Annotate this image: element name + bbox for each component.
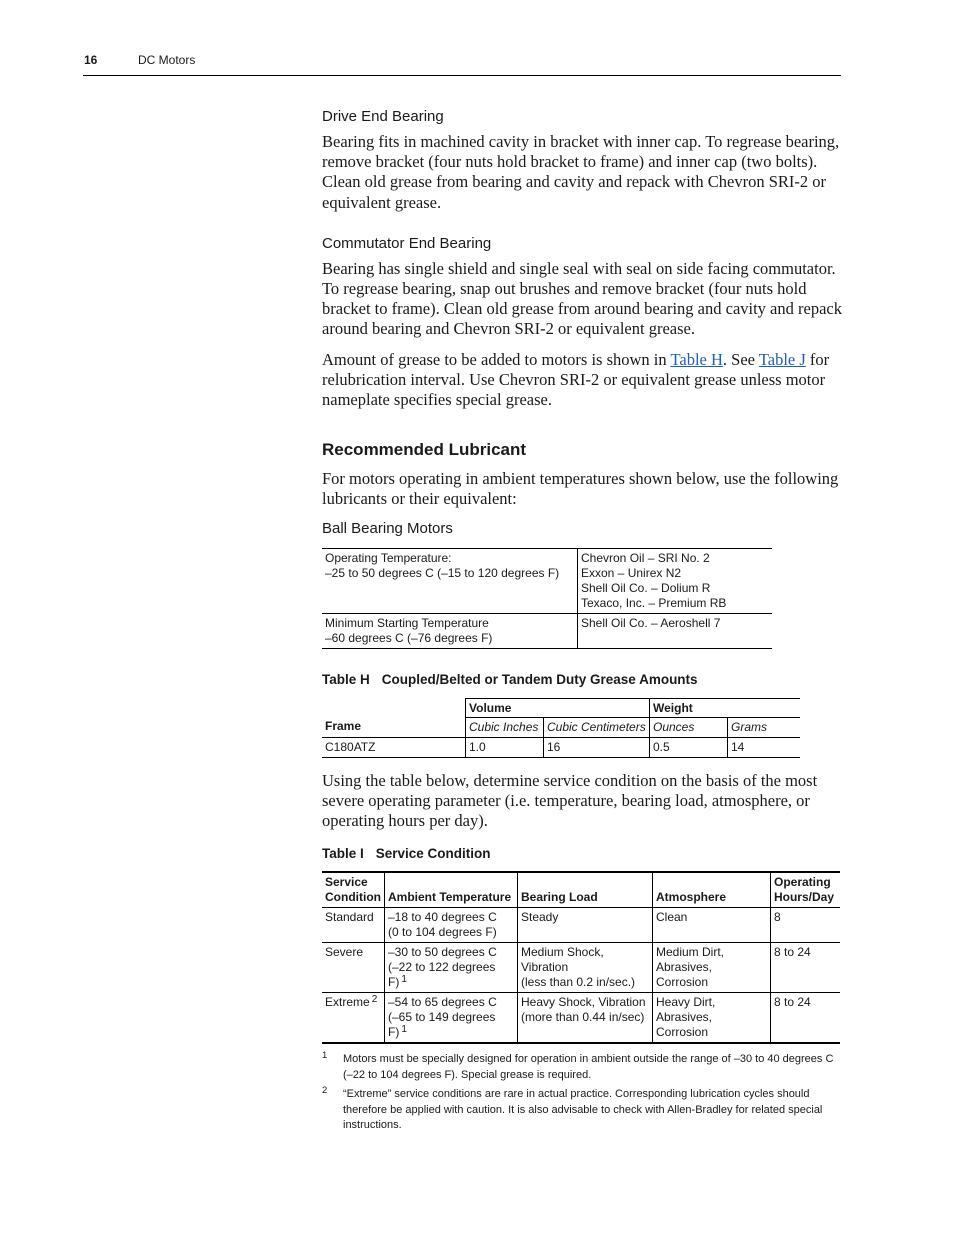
table-j-link[interactable]: Table J <box>758 349 806 369</box>
table-cell: 8 to 24 <box>770 993 840 1044</box>
atmosphere-header: Atmosphere <box>652 872 770 908</box>
header-line: Operating <box>773 875 831 890</box>
footnotes <box>322 1052 842 1134</box>
lubricant-intro: For motors operating in ambient temperatures shown below, use the following lubricants or their equivalent: <box>322 469 839 509</box>
condition-text: Extreme <box>325 995 370 1010</box>
table-cell <box>384 993 517 1044</box>
table-h-caption <box>322 672 842 687</box>
footnote-text: “Extreme” service conditions are rare in actual practice. Corresponding lubrication cycles should therefore be applied with caution. It is also advisable to check with Allen-Bradley for related special instructions. <box>343 1088 823 1132</box>
unit-header: Grams <box>728 717 801 737</box>
recommended-lubricant-heading: Recommended Lubricant <box>322 440 527 460</box>
volume-header: Volume <box>466 698 650 717</box>
table-row <box>322 908 840 943</box>
table-cell: 8 to 24 <box>770 943 840 993</box>
table-cell: 1.0 <box>466 737 544 757</box>
grease-text-2: . See <box>722 349 759 369</box>
table-cell: 0.5 <box>650 737 728 757</box>
cell-line: Medium Shock, Vibration <box>520 945 604 975</box>
cell-line: –60 degrees C (–76 degrees F) <box>325 630 493 645</box>
table-h-title: Coupled/Belted or Tandem Duty Grease Amounts <box>381 671 698 687</box>
table-cell <box>652 993 770 1044</box>
footnote-ref: 1 <box>401 974 407 986</box>
footnote <box>322 1052 842 1083</box>
table-cell: C180ATZ <box>322 737 466 757</box>
table-cell <box>517 943 652 993</box>
cell-line: Exxon – Unirex N2 <box>581 565 682 580</box>
grease-text-3: for relubrication interval. Use Chevron SRI-2 or equivalent grease unless motor nameplate specifies special grease. <box>322 349 830 410</box>
cell-line: (–65 to 149 degrees F) <box>387 1010 496 1040</box>
footnote-ref: 1 <box>401 1024 407 1036</box>
cell-line: (less than 0.2 in/sec.) <box>520 975 636 990</box>
table-cell <box>578 613 773 648</box>
header-line: Service <box>325 875 368 890</box>
table-cell <box>517 908 652 943</box>
ball-bearing-heading: Ball Bearing Motors <box>322 519 453 537</box>
footnote-text: Motors must be specially designed for operation in ambient outside the range of –30 to 40 degrees C (–22 to 104 degrees F). Special grease is required. <box>343 1053 834 1081</box>
table-h-label: Table H <box>322 671 370 687</box>
frame-header-spacer <box>322 698 466 717</box>
table-cell <box>517 993 652 1044</box>
grease-amount-paragraph <box>322 350 842 411</box>
table-cell <box>578 548 773 613</box>
footnote-ref: 2 <box>371 994 378 1006</box>
table-cell: 14 <box>728 737 801 757</box>
hours-header <box>770 872 840 908</box>
lubricant-table <box>322 548 772 649</box>
condition-text: Severe <box>325 945 364 960</box>
condition-header <box>322 872 384 908</box>
load-header: Bearing Load <box>517 872 652 908</box>
cell-line: Shell Oil Co. – Aeroshell 7 <box>581 615 721 630</box>
table-cell <box>384 943 517 993</box>
table-cell <box>322 548 578 613</box>
drive-end-heading: Drive End Bearing <box>322 108 444 125</box>
table-cell: 16 <box>544 737 650 757</box>
main-content <box>322 108 842 1138</box>
header-line: Hours/Day <box>773 890 835 905</box>
table-row <box>322 613 772 648</box>
footnote <box>322 1087 842 1134</box>
unit-header: Cubic Inches <box>466 717 544 737</box>
table-cell <box>322 993 384 1044</box>
drive-end-paragraph: Bearing fits in machined cavity in bracket with inner cap. To regrease bearing, remove bracket (four nuts hold bracket to frame) and inner cap (two bolts). Clean old grease from bearing and cavity and repack with Chevron SRI-2 or equivalent grease. <box>322 132 840 212</box>
table-i-label: Table I <box>322 846 364 862</box>
cell-line: Chevron Oil – SRI No. 2 <box>581 550 710 565</box>
table-h-link[interactable]: Table H <box>670 349 723 369</box>
table-row <box>322 548 772 613</box>
ambient-header: Ambient Temperature <box>384 872 517 908</box>
cell-line: (0 to 104 degrees F) <box>387 925 497 940</box>
cell-line: Clean <box>655 910 688 925</box>
unit-header: Cubic Centimeters <box>544 717 650 737</box>
service-intro-paragraph: Using the table below, determine service condition on the basis of the most severe operating parameter (i.e. temperature, bearing load, atmosphere, or operating hours per day). <box>322 770 818 831</box>
header-line: Condition <box>325 890 381 905</box>
cell-line: –25 to 50 degrees C (–15 to 120 degrees F) <box>325 565 560 580</box>
table-row <box>322 993 840 1044</box>
cell-line: –30 to 50 degrees C <box>387 945 497 960</box>
unit-header: Ounces <box>650 717 728 737</box>
cell-line: Medium Dirt, <box>655 945 724 960</box>
frame-header: Frame <box>322 717 466 737</box>
table-i-caption <box>322 846 842 861</box>
cell-line: (more than 0.44 in/sec) <box>520 1010 645 1025</box>
cell-line: –18 to 40 degrees C <box>387 910 497 925</box>
commutator-end-heading: Commutator End Bearing <box>322 234 492 252</box>
cell-line: Operating Temperature: <box>325 550 452 565</box>
table-h <box>322 698 800 758</box>
grease-text-1: Amount of grease to be added to motors is shown in <box>322 349 671 369</box>
cell-line: Abrasives, Corrosion <box>655 960 713 990</box>
footnote-number: 1 <box>322 1050 328 1062</box>
table-cell: 8 <box>770 908 840 943</box>
condition-text: Standard <box>325 910 374 925</box>
table-i-title: Service Condition <box>375 846 491 862</box>
weight-header: Weight <box>650 698 801 717</box>
cell-line: Shell Oil Co. – Dolium R <box>581 580 711 595</box>
cell-line: Abrasives, Corrosion <box>655 1010 713 1040</box>
table-header-row <box>322 698 800 717</box>
table-cell <box>652 908 770 943</box>
cell-line: Heavy Shock, Vibration <box>520 995 646 1010</box>
table-cell <box>652 943 770 993</box>
cell-line: Heavy Dirt, <box>655 995 716 1010</box>
page-number: 16 <box>84 53 98 67</box>
header-rule <box>83 75 841 76</box>
table-cell <box>322 943 384 993</box>
commutator-end-paragraph: Bearing has single shield and single seal with seal on side facing commutator. To regrease bearing, snap out brushes and remove bracket (four nuts hold bracket to frame). Clean old grease from around bearing and cavity and repack around bearing and Chevron SRI-2 or equivalent grease. <box>322 258 842 339</box>
cell-line: Steady <box>520 910 559 925</box>
table-cell <box>384 908 517 943</box>
running-header-title: DC Motors <box>138 53 196 67</box>
footnote-number: 2 <box>322 1085 328 1097</box>
table-row <box>322 737 800 757</box>
table-cell <box>322 613 578 648</box>
cell-line: –54 to 65 degrees C <box>387 995 497 1010</box>
table-i <box>322 871 840 1044</box>
table-row <box>322 943 840 993</box>
cell-line: (–22 to 122 degrees F) <box>387 960 496 990</box>
table-header-row <box>322 872 840 908</box>
cell-line: Minimum Starting Temperature <box>325 615 489 630</box>
table-header-row <box>322 717 800 737</box>
cell-line: Texaco, Inc. – Premium RB <box>581 595 727 610</box>
table-cell <box>322 908 384 943</box>
